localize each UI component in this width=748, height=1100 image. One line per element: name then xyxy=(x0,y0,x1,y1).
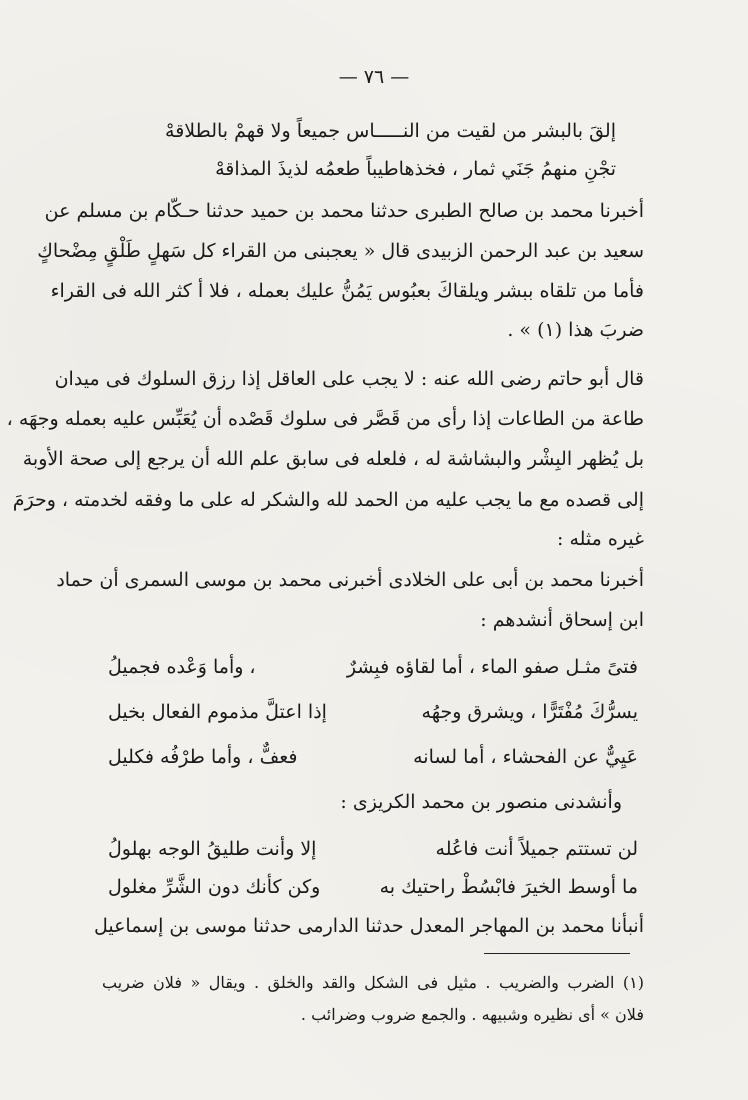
text-line: غيره مثله : xyxy=(557,528,644,550)
verse-line xyxy=(108,654,638,680)
text-line: أخبرنا محمد بن صالح الطبرى حدثنا محمد بن حميد حدثنا حـكّام بن مسلم عن xyxy=(44,200,644,222)
verse-hemistich: ما أوسط الخيرَ فابْسُطْ راحتيك به xyxy=(379,876,638,898)
text-line: سعيد بن عبد الرحمن الزبيدى قال « يعجبنى من القراء كل سَهلٍ طَلْقٍ مِضْحاكٍ xyxy=(37,240,644,262)
page-number: — ٧٦ — xyxy=(338,66,410,88)
text-line: ضربَ هذا (١) » . xyxy=(507,319,644,341)
verse-line xyxy=(108,874,638,900)
text-line: قال أبو حاتم رضى الله عنه : لا يجب على العاقل إذا رزق السلوك فى ميدان xyxy=(54,368,644,390)
verse-line xyxy=(215,156,616,182)
footnote-line: فلان » أى نظيره وشبيهه . والجمع ضروب وضرائب . xyxy=(300,1005,644,1024)
verse-line xyxy=(108,744,638,770)
verse-hemistich: لن تستتم جميلاً أنت فاعُله xyxy=(435,838,638,860)
verse-hemistich: فعفٌّ ، وأما طرْفُه فكليل xyxy=(108,746,298,768)
text-line: أخبرنا محمد بن أبى على الخلادى أخبرنى محمد بن موسى السمرى أن حماد xyxy=(56,569,644,591)
verse-hemistich: وكن كأنك دون الشَّرِّ مغلول xyxy=(108,876,321,898)
text-line: إلى قصده مع ما يجب عليه من الحمد لله والشكر له على ما وفقه لخدمته ، وحرَمَ xyxy=(12,489,644,511)
verse-hemistich: إذا اعتلَّ مذموم الفعال بخيل xyxy=(108,701,327,723)
text-line: بل يُظهر البِشْر والبشاشة له ، فلعله فى سابق علم الله أن يرجع إلى صحة الأوبة xyxy=(22,448,644,470)
verse-hemistich: ، وأما وَعْده فجميلُ xyxy=(108,656,256,678)
verse-hemistich: طيباً طعمُه لذيذَ المذاقهْ xyxy=(215,158,399,180)
verse-hemistich: عَيِيٌّ عن الفحشاء ، أما لسانه xyxy=(413,746,638,768)
footnote-separator xyxy=(484,953,630,954)
verse-hemistich: إلا وأنت طليقُ الوجه بهلولُ xyxy=(108,838,317,860)
text-line: فأما من تلقاه ببشر ويلقاكَ بعبُوس يَمُنُّ عليك بعمله ، فلا أ كثر الله فى القراء xyxy=(50,280,644,302)
verse-hemistich: فتىً مثـل صفو الماء ، أما لقاؤه فبِشرٌ xyxy=(346,656,638,678)
text-line: وأنشدنى منصور بن محمد الكريزى : xyxy=(340,791,622,813)
verse-hemistich: تجْنِ منهمُ جَنَي ثمار ، فخذها xyxy=(398,158,616,180)
verse-hemistich: يسرُّكَ مُفْتَرًّا ، ويشرق وجهُه xyxy=(421,701,638,723)
text-line: أنبأنا محمد بن المهاجر المعدل حدثنا الدارمى حدثنا موسى بن إسماعيل xyxy=(93,915,644,937)
verse-line xyxy=(108,699,638,725)
footnote-line: (١) الضرب والضريب . مثيل فى الشكل والقد والخلق . ويقال « فلان ضريب xyxy=(102,973,644,992)
verse-line xyxy=(108,836,638,862)
text-line: طاعة من الطاعات إذا رأى من قَصَّر فى سلوك قَصْده أن يُعَبِّس عليه بعمله وجهَه ، xyxy=(6,408,644,430)
text-line: ابن إسحاق أنشدهم : xyxy=(480,609,644,631)
verse-line: إلقَ بالبشر من لقيت من النـــــاس جميعاً ولا قهمْ بالطلاقهْ xyxy=(165,120,616,142)
